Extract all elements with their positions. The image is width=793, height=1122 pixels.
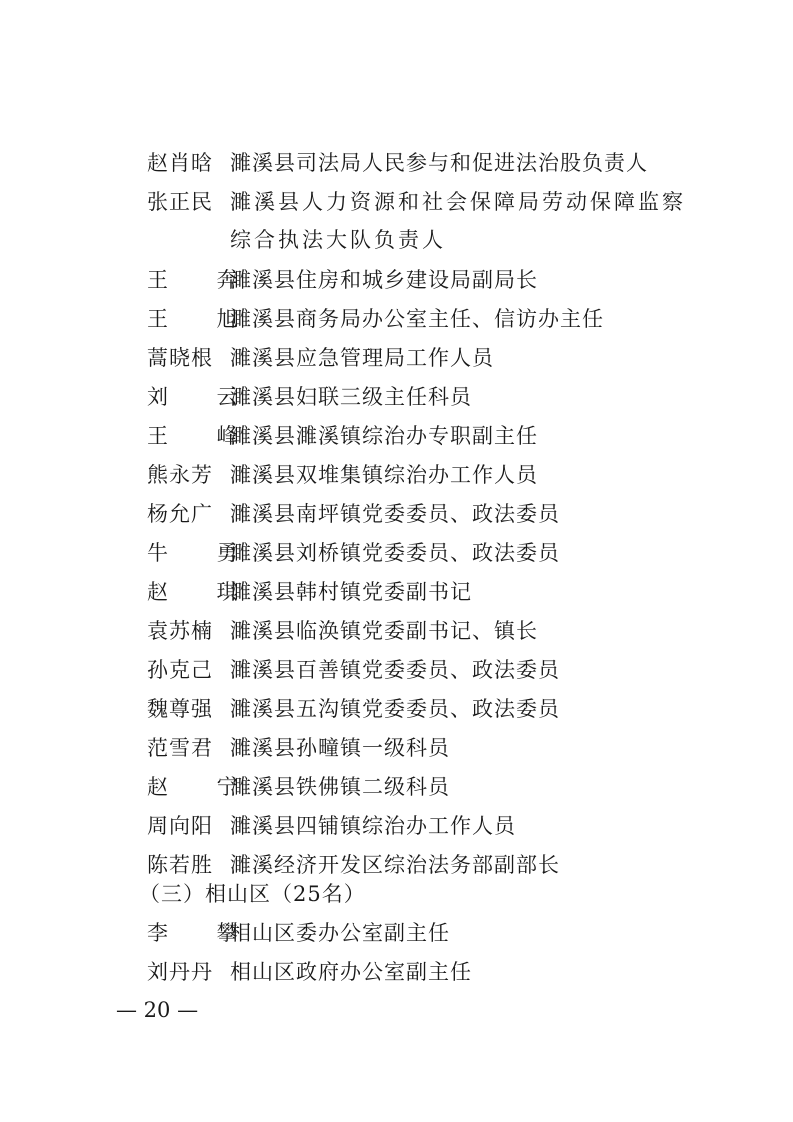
person-role: 濉溪县住房和城乡建设局副局长 (230, 268, 538, 292)
person-name: 赵 琪 (147, 580, 259, 604)
person-role: 濉溪县临涣镇党委副书记、镇长 (230, 619, 538, 643)
person-role: 濉溪经济开发区综治法务部副部长 (230, 853, 560, 877)
person-name: 袁苏楠 (147, 619, 213, 643)
person-role: 濉溪县濉溪镇综治办专职副主任 (230, 424, 538, 448)
person-role: 濉溪县人力资源和社会保障局劳动保障监察综合执法大队负责人 (230, 190, 686, 252)
person-role: 濉溪县刘桥镇党委委员、政法委员 (230, 541, 560, 565)
person-role: 相山区委办公室副主任 (230, 921, 450, 945)
person-name: 蒿晓根 (147, 346, 213, 370)
person-name: 赵 宁 (147, 775, 259, 799)
page-number: — 20 — (116, 998, 199, 1022)
person-name: 刘丹丹 (147, 960, 213, 984)
person-role: 濉溪县应急管理局工作人员 (230, 346, 494, 370)
person-name: 张正民 (147, 190, 213, 214)
person-role: 濉溪县孙疃镇一级科员 (230, 736, 450, 760)
person-role: 濉溪县韩村镇党委副书记 (230, 580, 472, 604)
person-role: 濉溪县百善镇党委委员、政法委员 (230, 658, 560, 682)
person-role: 濉溪县妇联三级主任科员 (230, 385, 472, 409)
person-name: 周向阳 (147, 814, 213, 838)
person-role: 濉溪县南坪镇党委委员、政法委员 (230, 502, 560, 526)
person-name: 王 峰 (147, 424, 259, 448)
person-name: 王 奔 (147, 268, 259, 292)
person-name: 杨允广 (147, 502, 213, 526)
person-role: 濉溪县司法局人民参与和促进法治股负责人 (230, 151, 648, 175)
section-heading: （三）相山区（25名） (139, 882, 366, 906)
person-name: 孙克己 (147, 658, 213, 682)
person-name: 王 旭 (147, 307, 259, 331)
person-role: 濉溪县双堆集镇综治办工作人员 (230, 463, 538, 487)
person-role: 濉溪县铁佛镇二级科员 (230, 775, 450, 799)
person-name: 李 攀 (147, 921, 259, 945)
person-name: 赵肖晗 (147, 151, 213, 175)
person-role: 相山区政府办公室副主任 (230, 960, 472, 984)
person-role: 濉溪县五沟镇党委委员、政法委员 (230, 697, 560, 721)
person-role: 濉溪县商务局办公室主任、信访办主任 (230, 307, 604, 331)
person-name: 魏尊强 (147, 697, 213, 721)
person-name: 牛 勇 (147, 541, 259, 565)
person-role: 濉溪县四铺镇综治办工作人员 (230, 814, 516, 838)
person-name: 陈若胜 (147, 853, 213, 877)
person-name: 刘 云 (147, 385, 259, 409)
person-name: 范雪君 (147, 736, 213, 760)
person-name: 熊永芳 (147, 463, 213, 487)
